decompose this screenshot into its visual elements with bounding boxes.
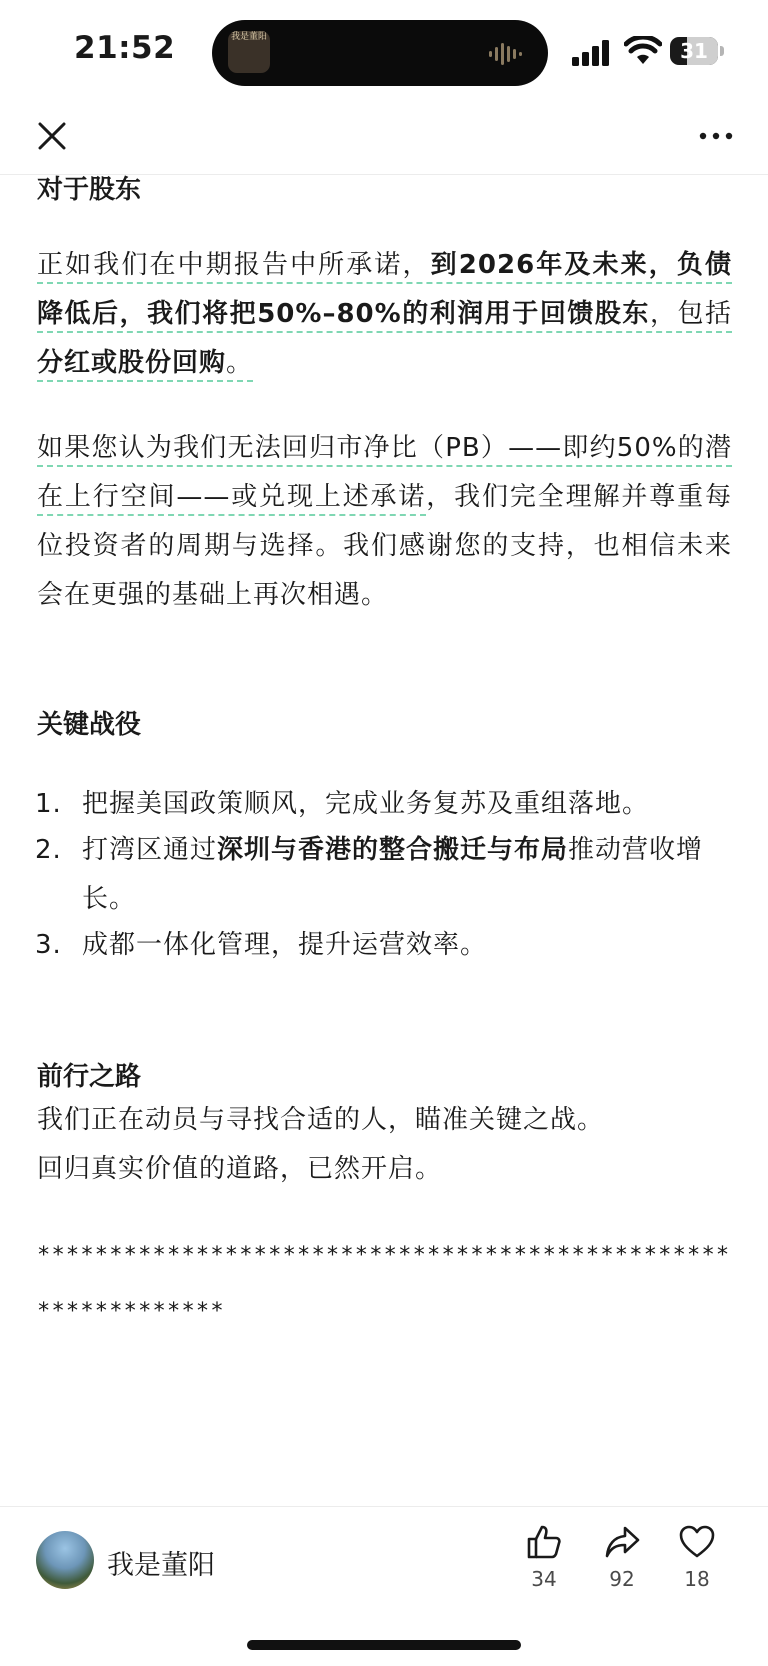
dynamic-island[interactable]: [212, 20, 548, 86]
shareholders-heading: 对于股东: [37, 175, 142, 205]
share-button[interactable]: [592, 1523, 652, 1591]
list-item-text: 推动营收增长。: [82, 835, 704, 914]
home-indicator[interactable]: [247, 1640, 521, 1650]
separator-stars: *************************************************************: [37, 1243, 731, 1324]
list-item-bold: 深圳与香港的整合搬迁与布局: [217, 835, 569, 865]
status-time: 21:52: [74, 30, 176, 66]
top-navbar: [0, 100, 768, 175]
paragraph-text: 。: [226, 348, 254, 378]
article-body: [37, 175, 732, 1362]
road-ahead-heading: 前行之路: [37, 1062, 142, 1092]
heart-icon: [678, 1523, 716, 1561]
waveform-icon: [488, 42, 522, 66]
island-thumbnail-text: 我是董阳: [230, 32, 267, 42]
bold-text: 到2026年及未来，负债降低后，我们将把50%–80%的利润用于回馈股东: [37, 250, 732, 329]
list-number: 2.: [35, 835, 62, 865]
list-item-text: 打湾区通过: [82, 835, 218, 865]
paragraph-text: ，我们完全理解并尊重每位投资者的周期与选择。我们感谢您的支持，也相信未来会在更强的基础上再次相遇。: [37, 482, 732, 610]
investor-choice-paragraph: [37, 424, 732, 620]
avatar[interactable]: [36, 1531, 94, 1589]
author-name[interactable]: 我是董阳: [107, 1550, 215, 1581]
signal-icon: [572, 40, 612, 66]
favorite-count: 18: [684, 1567, 710, 1591]
road-ahead-line: 我们正在动员与寻找合适的人，瞄准关键之战。: [37, 1105, 605, 1135]
highlight-text[interactable]: 如果您认为我们无法回归市净比（PB）——即约50%的潜在上行空间——或兑现上述承诺: [37, 433, 732, 516]
like-count: 34: [531, 1567, 557, 1591]
list-number: 1.: [35, 789, 62, 819]
close-icon[interactable]: [32, 116, 72, 156]
bold-text: 分红或股份回购: [37, 348, 227, 378]
status-bar: [0, 0, 768, 100]
share-arrow-icon: [603, 1523, 641, 1561]
list-item-text: 把握美国政策顺风，完成业务复苏及重组落地。: [82, 789, 650, 819]
battery-icon: [670, 37, 726, 65]
highlight-text[interactable]: [37, 250, 732, 382]
list-item-text: 成都一体化管理，提升运营效率。: [82, 930, 488, 960]
share-count: 92: [609, 1567, 635, 1591]
more-icon[interactable]: [696, 116, 736, 156]
road-ahead-line: 回归真实价值的道路，已然开启。: [37, 1154, 443, 1184]
list-number: 3.: [35, 930, 62, 960]
list-item: [37, 826, 732, 924]
key-battles-heading: 关键战役: [37, 710, 142, 740]
list-item: [37, 780, 732, 829]
thumbs-up-icon: [525, 1523, 563, 1561]
like-button[interactable]: [514, 1523, 574, 1591]
paragraph-text: ，包括: [649, 299, 732, 329]
island-thumbnail: [228, 31, 270, 73]
favorite-button[interactable]: [667, 1523, 727, 1591]
wifi-icon: [624, 36, 662, 66]
shareholder-commitment-paragraph: [37, 241, 732, 388]
key-battles-list: [37, 780, 732, 970]
paragraph-text: 正如我们在中期报告中所承诺，: [37, 250, 431, 280]
battery-level: 31: [680, 39, 708, 63]
list-item: [37, 921, 732, 970]
